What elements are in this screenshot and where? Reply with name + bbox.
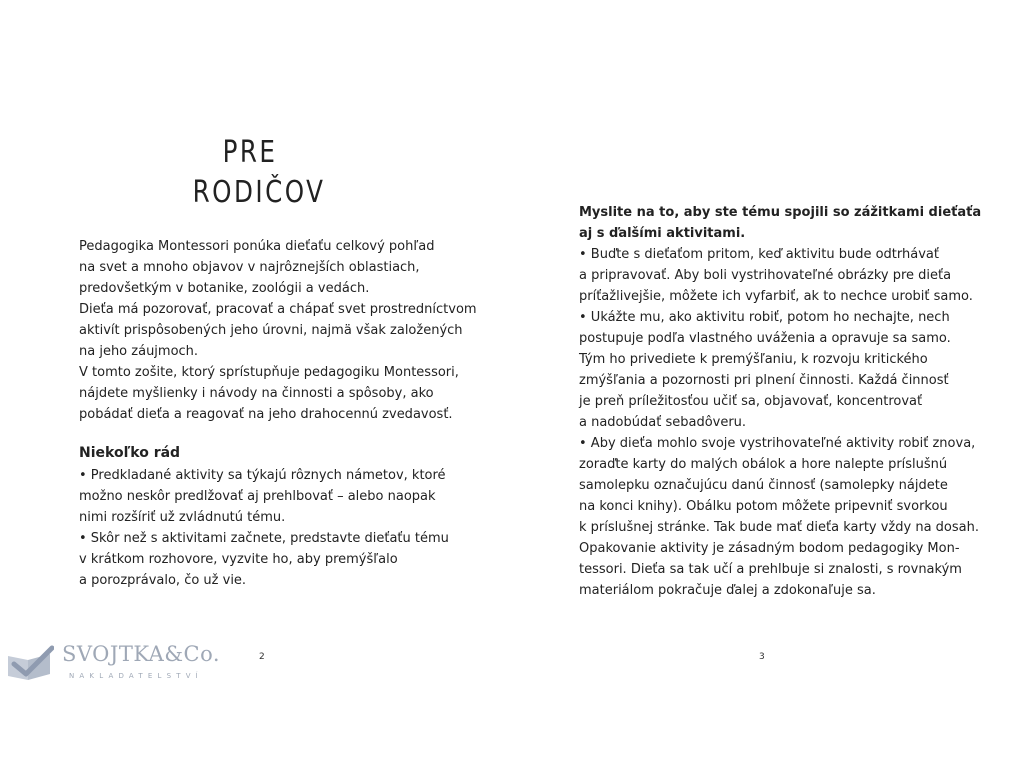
text-line: • Aby dieťa mohlo svoje vystrihovateľné aktivity robiť znova, — [579, 436, 976, 451]
text-line: a nadobúdať sebadôveru. — [579, 415, 747, 430]
text-line: Opakovanie aktivity je zásadným bodom pedagogiky Mon- — [579, 541, 960, 556]
page-number-right: 3 — [759, 652, 765, 662]
text-line: zmýšľania a pozornosti pri plnení činnosti. Každá činnosť — [579, 373, 949, 388]
heading-line: aj s ďalšími aktivitami. — [579, 226, 746, 241]
text-line: k príslušnej stránke. Tak bude mať dieťa karty vždy na dosah. — [579, 520, 979, 535]
text-line: je preň príležitosťou učiť sa, objavovať, koncentrovať — [579, 394, 923, 409]
text-line: a pripravovať. Aby boli vystrihovateľné obrázky pre dieťa — [579, 268, 952, 283]
list-item: • Predkladané aktivity sa týkajú rôznych námetov, ktoré — [79, 468, 446, 483]
right-heading — [579, 202, 981, 244]
text-line: V tomto zošite, ktorý sprístupňuje pedagogiku Montessori, — [79, 365, 459, 380]
text-line: pobádať dieťa a reagovať na jeho drahocennú zvedavosť. — [79, 407, 453, 422]
page-title-line-1: PRE — [222, 135, 278, 170]
text-line: Pedagogika Montessori ponúka dieťaťu celkový pohľad — [79, 239, 435, 254]
tips-list — [79, 465, 449, 591]
tips-heading: Niekoľko rád — [79, 445, 181, 461]
text-line: • Ukážte mu, ako aktivitu robiť, potom ho nechajte, nech — [579, 310, 950, 325]
publisher-watermark — [6, 642, 221, 686]
text-line: príťažlivejšie, môžete ich vyfarbiť, ak to nechce urobiť samo. — [579, 289, 973, 304]
heading-line: Myslite na to, aby ste tému spojili so zážitkami dieťaťa — [579, 205, 982, 220]
text-line: na jeho záujmoch. — [79, 344, 199, 359]
text-line: zoraďte karty do malých obálok a hore nalepte príslušnú — [579, 457, 948, 472]
text-line: aktivít prispôsobených jeho úrovni, najmä však založených — [79, 323, 463, 338]
list-item: nimi rozšíriť už zvládnutú tému. — [79, 510, 286, 525]
page-number-left: 2 — [259, 652, 265, 662]
text-line: predovšetkým v botanike, zoológii a vedách. — [79, 281, 370, 296]
right-body — [579, 244, 979, 601]
text-line: na konci knihy). Obálku potom môžete pripevniť svorkou — [579, 499, 948, 514]
text-line: tessori. Dieťa sa tak učí a prehlbuje si znalosti, s rovnakým — [579, 562, 962, 577]
list-item: možno neskôr predlžovať aj prehlbovať – alebo naopak — [79, 489, 436, 504]
text-line: nájdete myšlienky i návody na činnosti a spôsoby, ako — [79, 386, 434, 401]
text-line: Tým ho privediete k premýšľaniu, k rozvoju kritického — [579, 352, 928, 367]
list-item: a porozprávalo, čo už vie. — [79, 573, 247, 588]
text-line: na svet a mnoho objavov v najrôznejších oblastiach, — [79, 260, 420, 275]
text-line: samolepku označujúcu danú činnosť (samolepky nájdete — [579, 478, 948, 493]
text-line: postupuje podľa vlastného uváženia a opravuje sa samo. — [579, 331, 951, 346]
list-item: v krátkom rozhovore, vyzvite ho, aby premýšľalo — [79, 552, 398, 567]
text-line: materiálom pokračuje ďalej a zdokonaľuje sa. — [579, 583, 876, 598]
publisher-subtitle: NAKLADATELSTVÍ — [69, 672, 203, 680]
intro-paragraph — [79, 236, 477, 425]
text-line: • Buďte s dieťaťom pritom, keď aktivitu bude odtrhávať — [579, 247, 939, 262]
text-line: Dieťa má pozorovať, pracovať a chápať svet prostredníctvom — [79, 302, 477, 317]
publisher-name: SVOJTKA&Co. — [62, 642, 221, 666]
list-item: • Skôr než s aktivitami začnete, predstavte dieťaťu tému — [79, 531, 449, 546]
page-title-line-2: RODIČOV — [192, 175, 326, 210]
book-checkmark-logo-icon — [6, 644, 54, 682]
